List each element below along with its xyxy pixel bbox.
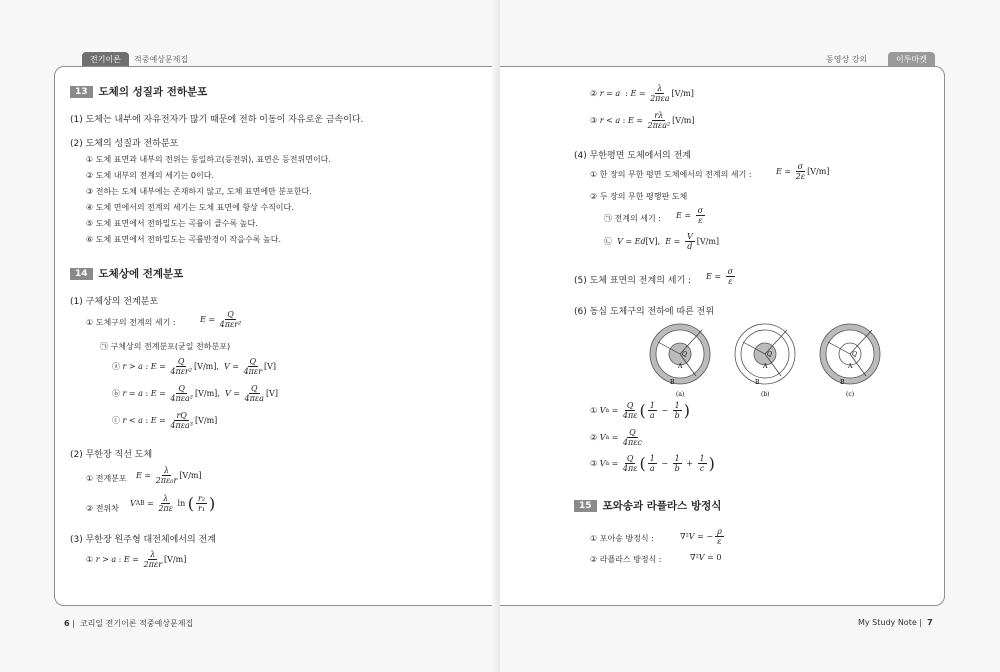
list-item: ㉠ 전계의 세기 : [604, 214, 661, 223]
left-header-subtitle: 적중예상문제집 [134, 55, 189, 64]
equation: V AB = λ 2πε ln ( r₂ r₁ ) [130, 494, 216, 513]
sphere-diagram-b [735, 324, 795, 386]
svg-text:B: B [670, 379, 675, 386]
right-header-tab: 이투마켓 [888, 52, 935, 67]
list-item: ④ 도체 면에서의 전계의 세기는 도체 표면에 항상 수직이다. [86, 203, 294, 212]
equation: E = σ ε [706, 267, 734, 286]
list-item: ⑥ 도체 표면에서 전하밀도는 곡률반경이 작을수록 높다. [86, 235, 281, 244]
section-number: 14 [70, 268, 93, 280]
equation: ② V a = Q 4πεc [590, 428, 642, 447]
list-item: ② 라플라스 방정식 : [590, 555, 662, 564]
svg-text:Q: Q [682, 351, 687, 358]
svg-text:A: A [848, 363, 853, 370]
figure-label-a: (a) [676, 391, 685, 398]
svg-text:Q: Q [852, 351, 857, 358]
equation: ① V a = Q 4πε ( 1 a − 1 b ) [590, 401, 690, 420]
right-page [500, 0, 1000, 672]
svg-text:B: B [840, 379, 845, 386]
subheading: (1) 구체상의 전계분포 [70, 297, 159, 307]
subheading: (2) 도체의 성질과 전하분포 [70, 139, 179, 149]
section-title: 포와송과 라플라스 방정식 [602, 500, 722, 512]
list-item: ① 도체 표면과 내부의 전위는 동일하고(등전위), 표면은 등전위면이다. [86, 155, 331, 164]
equation: E = σ ε [676, 206, 704, 225]
section-15-heading [574, 498, 721, 513]
equation: ㉡ V = Ed [V], E = V d [V/m] [604, 232, 720, 251]
subheading: (3) 무한장 원주형 대전체에서의 전계 [70, 535, 216, 545]
svg-text:A: A [763, 363, 768, 370]
left-footer: 6 | 코리일 전기이론 적중예상문제집 [64, 619, 194, 628]
equation: ⓐ r > a : E = Q 4πεr² [V/m], V = Q 4πεr [V] [112, 357, 277, 376]
section-13-heading [70, 84, 207, 99]
figure-label-b: (b) [761, 391, 770, 398]
concentric-spheres-figure [640, 320, 890, 400]
svg-text:A: A [678, 363, 683, 370]
equation: ③ V a = Q 4πε ( 1 a − 1 b + 1 c ) [590, 454, 715, 473]
sphere-diagram-c [820, 324, 880, 386]
equation: ∇² V = − ρ ε [680, 527, 722, 546]
list-item: ③ 전하는 도체 내부에는 존재하지 않고, 도체 표면에만 분포한다. [86, 187, 312, 196]
equation: E = Q 4πεr² [200, 310, 242, 329]
footer-title: My Study Note [858, 618, 917, 627]
list-item: ② 두 장의 무한 평행판 도체 [590, 192, 688, 201]
subheading: (5) 도체 표면의 전계의 세기 : [574, 276, 692, 286]
page-number: 7 [927, 618, 933, 627]
list-item: ⑤ 도체 표면에서 전하밀도는 곡률이 클수록 높다. [86, 219, 258, 228]
right-header-label: 동영상 강의 [826, 55, 868, 64]
equation: ⓑ r = a : E = Q 4πεa² [V/m], V = Q 4πεa [V] [112, 384, 278, 403]
equation: E = σ 2ε [V/m] [776, 162, 830, 181]
right-footer: My Study Note | 7 [858, 618, 933, 627]
left-header-tab: 전기이론 [82, 52, 129, 67]
section-14-heading [70, 266, 183, 281]
svg-text:B: B [755, 379, 760, 386]
list-item: ① 포아송 방정식 : [590, 534, 654, 543]
section-number: 15 [574, 500, 597, 512]
equation: ⓒ r < a : E = rQ 4πεa³ [V/m] [112, 411, 218, 430]
page-number: 6 [64, 619, 70, 628]
list-item: ② 전위차 [86, 504, 119, 513]
equation: ② r = a : E = λ 2πεa [V/m] [590, 84, 694, 103]
footer-title: 코리일 전기이론 적중예상문제집 [79, 619, 194, 628]
equation: ① r > a : E = λ 2πεr [V/m] [86, 550, 187, 569]
sphere-diagram-a [650, 324, 710, 386]
list-item: ② 도체 내부의 전계의 세기는 0이다. [86, 171, 214, 180]
subheading: (2) 무한장 직선 도체 [70, 450, 153, 460]
svg-text:Q: Q [767, 351, 772, 358]
equation: E = λ 2πε₀r [V/m] [136, 466, 202, 485]
list-item: ① 전계분포 [86, 474, 127, 483]
section-title: 도체의 성질과 전하분포 [98, 86, 208, 98]
paragraph: (1) 도체는 내부에 자유전자가 많기 때문에 전하 이동이 자유로운 금속이다. [70, 115, 364, 125]
list-item: ① 도체구의 전계의 세기 : [86, 318, 176, 327]
subheading: (4) 무한평면 도체에서의 전계 [574, 151, 691, 161]
section-number: 13 [70, 86, 93, 98]
equation: ③ r < a : E = rλ 2πεa² [V/m] [590, 111, 695, 130]
subheading: (6) 동심 도체구의 전하에 따른 전위 [574, 307, 715, 317]
equation: ∇² V = 0 [690, 553, 722, 562]
figure-label-c: (c) [846, 391, 855, 398]
list-item: ① 한 장의 무한 평면 도체에서의 전계의 세기 : [590, 170, 752, 179]
section-title: 도체상에 전계분포 [98, 268, 184, 280]
list-item: ㉠ 구체상의 전계분포(균일 전하분포) [100, 342, 231, 351]
